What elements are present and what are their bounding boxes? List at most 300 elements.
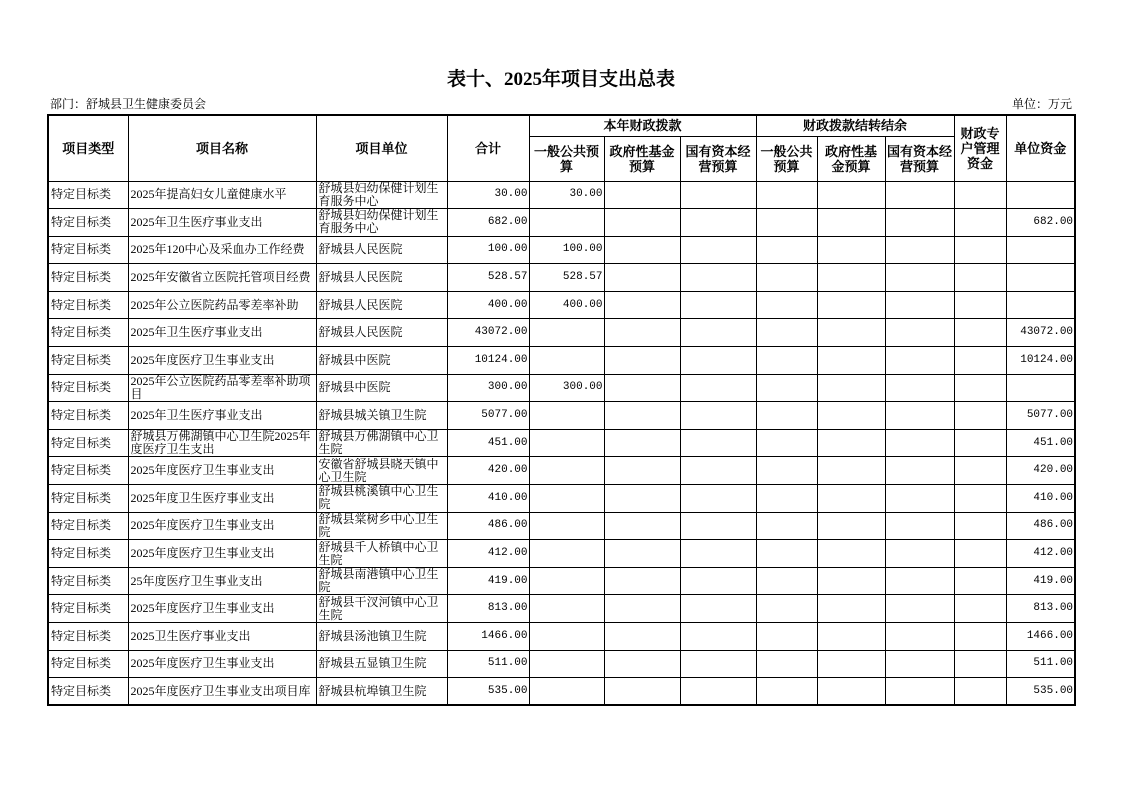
cell-project-name	[128, 595, 316, 623]
cell-text	[1007, 375, 1075, 401]
cell-current-capital	[680, 567, 756, 595]
cell-text	[818, 403, 885, 429]
cell-project-unit	[316, 319, 447, 347]
header-current-fund-budget: 政府性基金预算	[604, 136, 680, 181]
cell-special-account	[954, 264, 1006, 292]
cell-carryover-fund	[817, 457, 885, 485]
cell-current-fund	[604, 457, 680, 485]
cell-text	[605, 678, 680, 704]
table-row	[48, 347, 1075, 375]
cell-text	[530, 347, 604, 373]
cell-text: 特定目标类	[51, 490, 112, 505]
cell-text	[955, 485, 1006, 511]
cell-text	[886, 265, 954, 291]
cell-own-funds	[1006, 678, 1075, 706]
cell-text	[681, 678, 756, 704]
cell-text	[818, 623, 885, 649]
cell-text: 2025年度卫生医疗事业支出	[130, 490, 275, 505]
cell-carryover-general	[756, 623, 817, 651]
cell-own-funds	[1006, 347, 1075, 375]
cell-own-funds	[1006, 319, 1075, 347]
cell-current-general	[529, 236, 604, 264]
cell-text: 300.00	[562, 381, 603, 394]
cell-project-type	[48, 402, 128, 430]
cell-current-capital	[680, 291, 756, 319]
cell-text	[681, 541, 756, 567]
cell-text: 5077.00	[1026, 409, 1074, 422]
cell-project-name	[128, 209, 316, 237]
cell-total	[447, 512, 529, 540]
cell-text	[605, 292, 680, 318]
cell-project-unit	[316, 595, 447, 623]
cell-text	[818, 375, 885, 401]
cell-special-account	[954, 457, 1006, 485]
cell-text	[605, 320, 680, 346]
cell-text	[605, 347, 680, 373]
cell-carryover-capital	[885, 623, 954, 651]
cell-text: 451.00	[1033, 436, 1074, 449]
cell-carryover-fund	[817, 540, 885, 568]
cell-text	[530, 403, 604, 429]
cell-carryover-capital	[885, 319, 954, 347]
cell-text: 528.57	[487, 271, 528, 284]
cell-carryover-fund	[817, 678, 885, 706]
table-row	[48, 512, 1075, 540]
cell-project-unit	[316, 374, 447, 402]
cell-text	[605, 430, 680, 456]
cell-carryover-capital	[885, 209, 954, 237]
cell-text: 舒城县人民医院	[318, 270, 403, 285]
cell-text: 特定目标类	[51, 270, 112, 285]
cell-current-capital	[680, 429, 756, 457]
cell-text	[955, 651, 1006, 677]
header-own-funds: 单位资金	[1006, 115, 1075, 181]
cell-carryover-capital	[885, 540, 954, 568]
cell-carryover-capital	[885, 567, 954, 595]
cell-current-fund	[604, 264, 680, 292]
table-row	[48, 595, 1075, 623]
cell-text: 511.00	[1033, 657, 1074, 670]
cell-text: 舒城县五显镇卫生院	[318, 656, 427, 671]
cell-project-unit	[316, 236, 447, 264]
cell-carryover-general	[756, 457, 817, 485]
cell-current-capital	[680, 623, 756, 651]
cell-own-funds	[1006, 402, 1075, 430]
cell-special-account	[954, 374, 1006, 402]
cell-current-capital	[680, 236, 756, 264]
cell-current-fund	[604, 512, 680, 540]
cell-text	[955, 678, 1006, 704]
cell-project-type	[48, 567, 128, 595]
cell-text	[818, 347, 885, 373]
cell-project-unit	[316, 402, 447, 430]
cell-text	[681, 237, 756, 263]
cell-project-type	[48, 347, 128, 375]
cell-special-account	[954, 236, 1006, 264]
cell-text	[681, 182, 756, 208]
cell-project-unit	[316, 485, 447, 513]
cell-carryover-fund	[817, 319, 885, 347]
cell-text: 30.00	[494, 188, 528, 201]
cell-text: 舒城县南港镇中心卫生院	[318, 568, 439, 595]
cell-special-account	[954, 650, 1006, 678]
cell-text: 特定目标类	[51, 435, 112, 450]
cell-project-type	[48, 623, 128, 651]
cell-project-type	[48, 264, 128, 292]
cell-text: 舒城县干汊河镇中心卫生院	[318, 595, 439, 622]
table-row	[48, 402, 1075, 430]
cell-text	[818, 458, 885, 484]
cell-carryover-fund	[817, 374, 885, 402]
cell-text: 特定目标类	[51, 297, 112, 312]
cell-text: 舒城县中医院	[318, 380, 391, 395]
cell-carryover-fund	[817, 236, 885, 264]
cell-text: 2025年公立医院药品零差率补助	[130, 297, 299, 312]
cell-current-capital	[680, 209, 756, 237]
cell-text: 舒城县人民医院	[318, 242, 403, 257]
cell-text	[530, 596, 604, 622]
cell-text: 100.00	[562, 243, 603, 256]
cell-text	[757, 458, 817, 484]
cell-carryover-general	[756, 540, 817, 568]
cell-current-fund	[604, 485, 680, 513]
table-row	[48, 678, 1075, 706]
cell-text	[818, 292, 885, 318]
cell-total	[447, 347, 529, 375]
cell-text	[886, 292, 954, 318]
cell-text	[955, 375, 1006, 401]
cell-text	[818, 651, 885, 677]
cell-current-general	[529, 595, 604, 623]
cell-text	[818, 265, 885, 291]
header-special-account-funds: 财政专户管理资金	[954, 115, 1006, 181]
cell-text: 2025年提高妇女儿童健康水平	[130, 187, 287, 202]
cell-text	[818, 596, 885, 622]
cell-current-capital	[680, 347, 756, 375]
cell-text	[886, 237, 954, 263]
cell-text	[1007, 292, 1075, 318]
cell-project-unit	[316, 512, 447, 540]
cell-text	[757, 403, 817, 429]
cell-special-account	[954, 595, 1006, 623]
cell-text: 412.00	[487, 547, 528, 560]
cell-current-capital	[680, 512, 756, 540]
cell-text: 2025年卫生医疗事业支出	[130, 214, 263, 229]
cell-text: 528.57	[562, 271, 603, 284]
table-row	[48, 623, 1075, 651]
cell-text: 1466.00	[1026, 629, 1074, 642]
cell-current-general	[529, 291, 604, 319]
cell-carryover-capital	[885, 485, 954, 513]
cell-project-unit	[316, 678, 447, 706]
cell-text	[955, 347, 1006, 373]
cell-project-unit	[316, 650, 447, 678]
table-header	[48, 115, 1075, 181]
cell-text	[757, 568, 817, 594]
cell-text: 舒城县万佛湖镇中心卫生院2025年度医疗卫生支出	[130, 430, 311, 457]
cell-current-fund	[604, 650, 680, 678]
cell-text: 特定目标类	[51, 628, 112, 643]
cell-current-general	[529, 347, 604, 375]
cell-project-name	[128, 291, 316, 319]
cell-current-general	[529, 650, 604, 678]
header-current-appropriation: 本年财政拨款	[529, 115, 756, 136]
cell-text: 813.00	[1033, 602, 1074, 615]
cell-text	[818, 568, 885, 594]
cell-carryover-general	[756, 567, 817, 595]
cell-text: 511.00	[487, 657, 528, 670]
cell-text	[530, 568, 604, 594]
cell-text: 舒城县杭埠镇卫生院	[318, 683, 427, 698]
cell-text	[757, 651, 817, 677]
table-row	[48, 181, 1075, 209]
header-project-unit: 项目单位	[316, 115, 447, 181]
cell-current-general	[529, 402, 604, 430]
cell-text	[757, 182, 817, 208]
cell-special-account	[954, 678, 1006, 706]
cell-text: 特定目标类	[51, 601, 112, 616]
cell-text: 舒城县人民医院	[318, 325, 403, 340]
cell-text	[818, 320, 885, 346]
cell-carryover-capital	[885, 402, 954, 430]
cell-current-general	[529, 678, 604, 706]
cell-current-fund	[604, 540, 680, 568]
cell-text: 安徽省舒城县晓天镇中心卫生院	[318, 457, 439, 484]
cell-text	[681, 292, 756, 318]
table-body	[48, 181, 1075, 705]
cell-project-name	[128, 236, 316, 264]
cell-text: 舒城县妇幼保健计划生育服务中心	[318, 209, 439, 236]
cell-text	[530, 430, 604, 456]
cell-text: 舒城县妇幼保健计划生育服务中心	[318, 181, 439, 208]
cell-text	[757, 485, 817, 511]
cell-project-name	[128, 374, 316, 402]
cell-text	[886, 568, 954, 594]
cell-text	[757, 237, 817, 263]
cell-special-account	[954, 623, 1006, 651]
cell-special-account	[954, 347, 1006, 375]
cell-text	[886, 485, 954, 511]
cell-total	[447, 374, 529, 402]
cell-total	[447, 402, 529, 430]
cell-text: 2025年度医疗卫生事业支出	[130, 546, 275, 561]
cell-text	[818, 678, 885, 704]
cell-project-name	[128, 678, 316, 706]
cell-text: 舒城县中医院	[318, 352, 391, 367]
cell-text	[886, 651, 954, 677]
cell-project-name	[128, 181, 316, 209]
cell-text	[955, 458, 1006, 484]
cell-text	[681, 347, 756, 373]
cell-current-fund	[604, 236, 680, 264]
cell-carryover-fund	[817, 264, 885, 292]
page-title: 表十、2025年项目支出总表	[446, 69, 675, 90]
cell-text: 特定目标类	[51, 242, 112, 257]
cell-project-name	[128, 512, 316, 540]
cell-total	[447, 209, 529, 237]
cell-current-fund	[604, 181, 680, 209]
cell-project-type	[48, 236, 128, 264]
cell-text: 2025年度医疗卫生事业支出项目库	[130, 683, 311, 698]
cell-own-funds	[1006, 595, 1075, 623]
header-carryover-capital-budget: 国有资本经营预算	[885, 136, 954, 181]
cell-text: 2025卫生医疗事业支出	[130, 628, 251, 643]
cell-text	[757, 375, 817, 401]
cell-current-capital	[680, 650, 756, 678]
cell-current-general	[529, 485, 604, 513]
cell-text	[530, 320, 604, 346]
cell-text: 451.00	[487, 436, 528, 449]
cell-text: 舒城县人民医院	[318, 297, 403, 312]
cell-text	[886, 623, 954, 649]
cell-text: 30.00	[569, 188, 603, 201]
cell-total	[447, 429, 529, 457]
cell-own-funds	[1006, 485, 1075, 513]
header-current-capital-budget: 国有资本经营预算	[680, 136, 756, 181]
cell-text: 特定目标类	[51, 408, 112, 423]
cell-carryover-capital	[885, 678, 954, 706]
cell-total	[447, 678, 529, 706]
cell-text: 舒城县万佛湖镇中心卫生院	[318, 430, 439, 457]
cell-carryover-general	[756, 374, 817, 402]
cell-carryover-fund	[817, 512, 885, 540]
cell-project-unit	[316, 457, 447, 485]
department-label: 部门：舒城县卫生健康委员会	[50, 97, 207, 111]
cell-project-type	[48, 209, 128, 237]
cell-text	[955, 568, 1006, 594]
cell-carryover-general	[756, 319, 817, 347]
cell-current-fund	[604, 429, 680, 457]
table-row	[48, 291, 1075, 319]
cell-special-account	[954, 512, 1006, 540]
cell-own-funds	[1006, 264, 1075, 292]
cell-current-capital	[680, 319, 756, 347]
header-total: 合计	[447, 115, 529, 181]
cell-current-general	[529, 540, 604, 568]
cell-text	[955, 237, 1006, 263]
cell-text	[886, 430, 954, 456]
cell-current-capital	[680, 264, 756, 292]
cell-text	[818, 513, 885, 539]
cell-text: 2025年120中心及采血办工作经费	[130, 242, 305, 257]
cell-carryover-general	[756, 429, 817, 457]
cell-text	[681, 265, 756, 291]
cell-own-funds	[1006, 236, 1075, 264]
cell-text	[605, 209, 680, 235]
cell-text	[681, 651, 756, 677]
cell-text	[955, 320, 1006, 346]
cell-total	[447, 540, 529, 568]
cell-text: 300.00	[487, 381, 528, 394]
cell-project-name	[128, 485, 316, 513]
cell-text: 1466.00	[481, 629, 528, 642]
cell-text: 486.00	[1033, 519, 1074, 532]
cell-special-account	[954, 567, 1006, 595]
cell-text	[818, 182, 885, 208]
cell-carryover-capital	[885, 264, 954, 292]
cell-current-general	[529, 567, 604, 595]
cell-own-funds	[1006, 650, 1075, 678]
cell-own-funds	[1006, 567, 1075, 595]
cell-text	[530, 513, 604, 539]
cell-current-general	[529, 429, 604, 457]
cell-text	[955, 513, 1006, 539]
cell-text: 420.00	[1033, 464, 1074, 477]
table-row	[48, 264, 1075, 292]
table-row	[48, 429, 1075, 457]
cell-carryover-fund	[817, 402, 885, 430]
cell-text: 100.00	[487, 243, 528, 256]
cell-text	[757, 320, 817, 346]
cell-text: 410.00	[487, 491, 528, 504]
cell-text	[955, 403, 1006, 429]
cell-text	[757, 596, 817, 622]
cell-carryover-general	[756, 485, 817, 513]
table-row	[48, 540, 1075, 568]
cell-text: 5077.00	[481, 409, 528, 422]
cell-current-general	[529, 374, 604, 402]
cell-text	[530, 209, 604, 235]
cell-special-account	[954, 209, 1006, 237]
cell-text	[955, 182, 1006, 208]
cell-text: 舒城县汤池镇卫生院	[318, 628, 427, 643]
cell-text	[886, 375, 954, 401]
cell-text	[886, 596, 954, 622]
cell-text	[681, 485, 756, 511]
cell-text	[1007, 237, 1075, 263]
cell-special-account	[954, 319, 1006, 347]
cell-text: 特定目标类	[51, 518, 112, 533]
table-row	[48, 209, 1075, 237]
cell-current-capital	[680, 678, 756, 706]
cell-text: 2025年度医疗卫生事业支出	[130, 463, 275, 478]
cell-text	[681, 513, 756, 539]
cell-project-type	[48, 678, 128, 706]
cell-text	[955, 623, 1006, 649]
cell-text: 682.00	[1033, 215, 1074, 228]
cell-project-type	[48, 181, 128, 209]
cell-project-type	[48, 429, 128, 457]
cell-project-name	[128, 650, 316, 678]
cell-own-funds	[1006, 457, 1075, 485]
cell-text: 舒城县城关镇卫生院	[318, 408, 427, 423]
header-carryover-fund-budget: 政府性基金预算	[817, 136, 885, 181]
cell-text	[605, 513, 680, 539]
cell-current-general	[529, 623, 604, 651]
cell-text	[605, 485, 680, 511]
cell-text: 2025年卫生医疗事业支出	[130, 325, 263, 340]
cell-project-type	[48, 374, 128, 402]
cell-current-capital	[680, 485, 756, 513]
cell-carryover-general	[756, 209, 817, 237]
cell-text: 10124.00	[474, 353, 528, 366]
cell-text	[886, 209, 954, 235]
cell-project-type	[48, 291, 128, 319]
cell-text	[818, 485, 885, 511]
cell-text	[530, 651, 604, 677]
cell-carryover-fund	[817, 485, 885, 513]
cell-special-account	[954, 485, 1006, 513]
cell-project-name	[128, 429, 316, 457]
cell-current-fund	[604, 374, 680, 402]
cell-carryover-capital	[885, 291, 954, 319]
cell-carryover-fund	[817, 567, 885, 595]
cell-current-fund	[604, 595, 680, 623]
cell-total	[447, 485, 529, 513]
cell-project-name	[128, 319, 316, 347]
cell-current-general	[529, 264, 604, 292]
unit-label: 单位：万元	[1011, 97, 1072, 111]
